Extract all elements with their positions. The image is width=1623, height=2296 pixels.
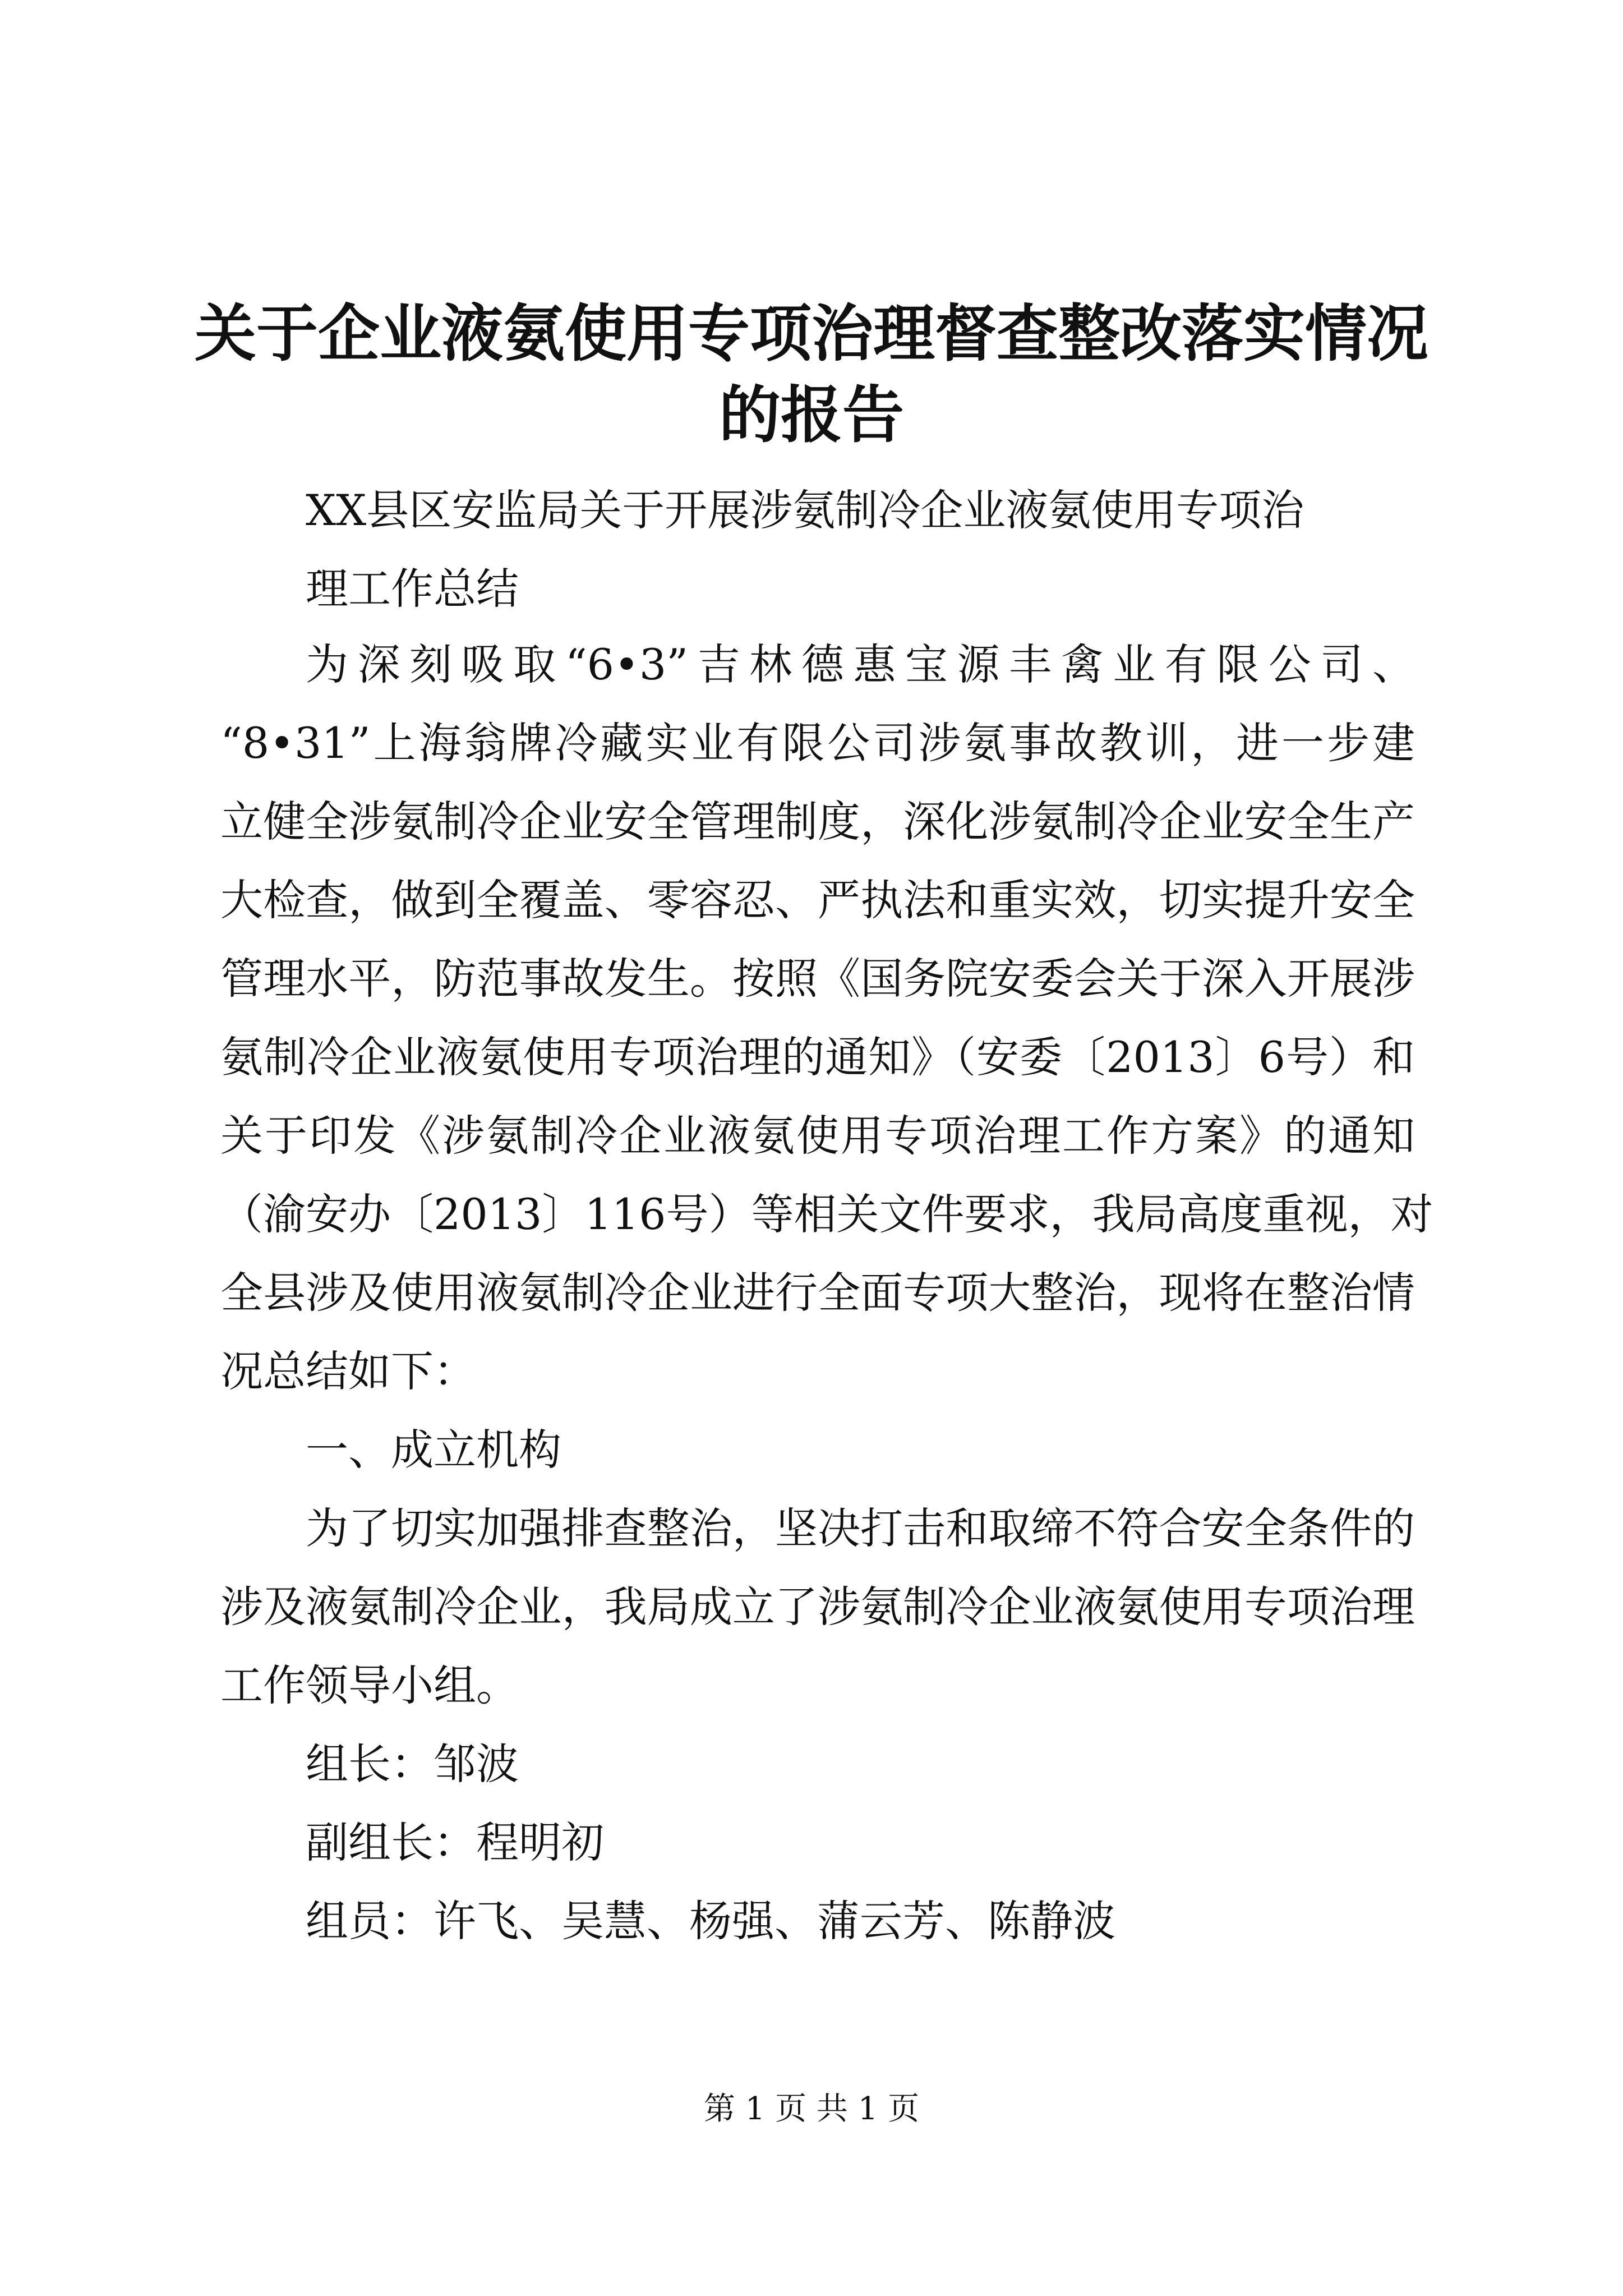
- paragraph-1-line-5: 管理水平，防范事故发生。按照《国务院安委会关于深入开展涉: [220, 954, 1415, 1004]
- paragraph-1-line-7: 关于印发《涉氨制冷企业液氨使用专项治理工作方案》的通知: [220, 1111, 1415, 1161]
- paragraph-1-line-2: “8•31”上海翁牌冷藏实业有限公司涉氨事故教训，进一步建: [220, 718, 1415, 768]
- paragraph-2-line-3: 工作领导小组。: [220, 1660, 519, 1710]
- paragraph-2-line-1: 为了切实加强排查整治，坚决打击和取缔不符合安全条件的: [306, 1503, 1415, 1553]
- page-number-footer: 第 1 页 共 1 页: [703, 2091, 920, 2127]
- paragraph-1-line-8: （渝安办〔2013〕116号）等相关文件要求，我局高度重视，对: [220, 1189, 1433, 1239]
- paragraph-1-line-6: 氨制冷企业液氨使用专项治理的通知》（安委〔2013〕6号）和: [220, 1032, 1415, 1082]
- paragraph-2-line-2: 涉及液氨制冷企业，我局成立了涉氨制冷企业液氨使用专项治理: [220, 1582, 1415, 1632]
- section-1-heading: 一、成立机构: [306, 1425, 561, 1475]
- deputy-leader-line: 副组长：程明初: [306, 1818, 604, 1867]
- document-title-line-1: 关于企业液氨使用专项治理督查整改落实情况: [195, 297, 1428, 370]
- paragraph-1-line-10: 况总结如下：: [220, 1346, 476, 1396]
- paragraph-1-line-3: 立健全涉氨制冷企业安全管理制度，深化涉氨制冷企业安全生产: [220, 797, 1415, 846]
- subtitle-line-2: 理工作总结: [306, 564, 519, 614]
- members-line: 组员：许飞、吴慧、杨强、蒲云芳、陈静波: [306, 1896, 1115, 1946]
- subtitle-line-1: XX县区安监局关于开展涉氨制冷企业液氨使用专项治: [306, 485, 1304, 535]
- leader-line: 组长：邹波: [306, 1739, 519, 1789]
- document-title-line-2: 的报告: [719, 379, 904, 451]
- paragraph-1-line-1: 为深刻吸取“6•3”吉林德惠宝源丰禽业有限公司、: [306, 639, 1415, 689]
- paragraph-1-line-9: 全县涉及使用液氨制冷企业进行全面专项大整治，现将在整治情: [220, 1268, 1415, 1318]
- paragraph-1-line-4: 大检查，做到全覆盖、零容忍、严执法和重实效，切实提升安全: [220, 875, 1415, 925]
